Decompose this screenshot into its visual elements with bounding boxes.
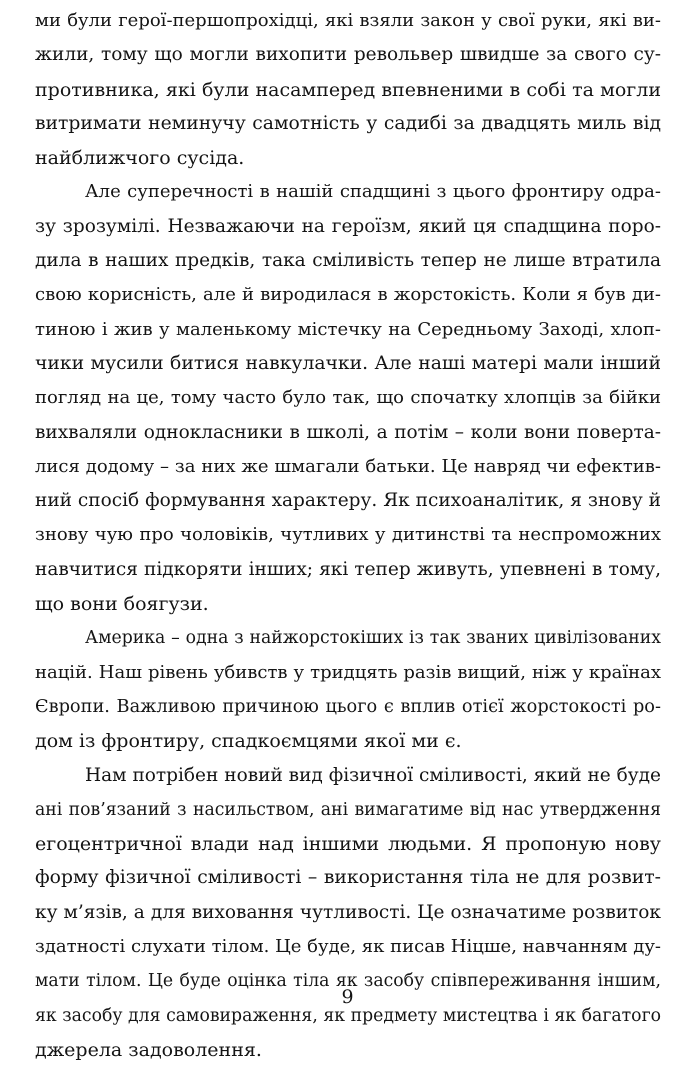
body-text xyxy=(35,4,661,1067)
text-line: ані пов’язаний з насильством, ані вимагатиме від нас утвердження xyxy=(35,799,661,820)
text-line: ний спосіб формування характеру. Як психоаналітик, я знову й xyxy=(35,490,661,512)
text-line: що вони боягузи. xyxy=(35,593,209,616)
paragraph-first-line: Але суперечності в нашій спадщині з цього фронтиру одра- xyxy=(85,181,661,203)
text-line: дом із фронтиру, спадкоємцями якої ми є. xyxy=(35,730,462,753)
text-line: свою корисність, але й виродилася в жорстокість. Коли я був ди- xyxy=(35,284,661,306)
text-line: здатності слухати тілом. Це буде, як писав Ніцше, навчанням ду- xyxy=(35,936,661,958)
text-line: Європи. Важливою причиною цього є вплив отієї жорстокості ро- xyxy=(35,696,661,717)
text-line: навчитися підкоряти інших; які тепер живуть, упевнені в тому, xyxy=(35,558,661,580)
text-line: вихваляли однокласники в школі, а потім – коли вони поверта- xyxy=(35,421,661,443)
page-number: 9 xyxy=(341,986,354,1008)
text-line: ку м’язів, а для виховання чутливості. Це означатиме розвиток xyxy=(35,901,661,923)
text-line: дила в наших предків, така сміливість тепер не лише втратила xyxy=(35,250,661,272)
text-line: погляд на це, тому часто було так, що спочатку хлопців за бійки xyxy=(35,387,661,409)
text-line: як засобу для самовираження, як предмету мистецтва і як багатого xyxy=(35,1005,661,1026)
text-line: тиною і жив у маленькому містечку на Середньому Заході, хлоп- xyxy=(35,318,661,340)
text-line: зу зрозумілі. Незважаючи на героїзм, який ця спадщина поро- xyxy=(35,215,661,237)
paragraph-first-line: Америка – одна з найжорстокіших із так званих цивілізованих xyxy=(85,628,661,649)
text-line: джерела задоволення. xyxy=(35,1038,262,1061)
text-line: форму фізичної сміливості – використання тіла не для розвит- xyxy=(35,867,661,889)
text-line: знову чую про чоловіків, чутливих у дитинстві та неспроможних xyxy=(35,524,661,546)
text-line: витримати неминучу самотність у садибі за двадцять миль від xyxy=(35,112,661,134)
text-line: ми були герої-першопрохідці, які взяли закон у свої руки, які ви- xyxy=(35,10,661,31)
text-line: мати тілом. Це буде оцінка тіла як засобу співпереживання іншим, xyxy=(35,971,661,992)
text-line: націй. Наш рівень убивств у тридцять разів вищий, ніж у країнах xyxy=(35,661,661,683)
text-line: противника, які були насамперед впевненими в собі та могли xyxy=(35,78,661,101)
text-line: егоцентричної влади над іншими людьми. Я пропоную нову xyxy=(35,833,661,856)
text-line: лися додому – за них же шмагали батьки. Це навряд чи ефектив- xyxy=(35,455,661,477)
text-line: чики мусили битися навкулачки. Але наші матері мали інший xyxy=(35,352,661,374)
text-line: жили, тому що могли вихопити револьвер швидше за свого су- xyxy=(35,44,661,66)
paragraph-first-line: Нам потрібен новий вид фізичної сміливості, який не буде xyxy=(85,764,661,786)
text-line: найближчого сусіда. xyxy=(35,147,245,170)
